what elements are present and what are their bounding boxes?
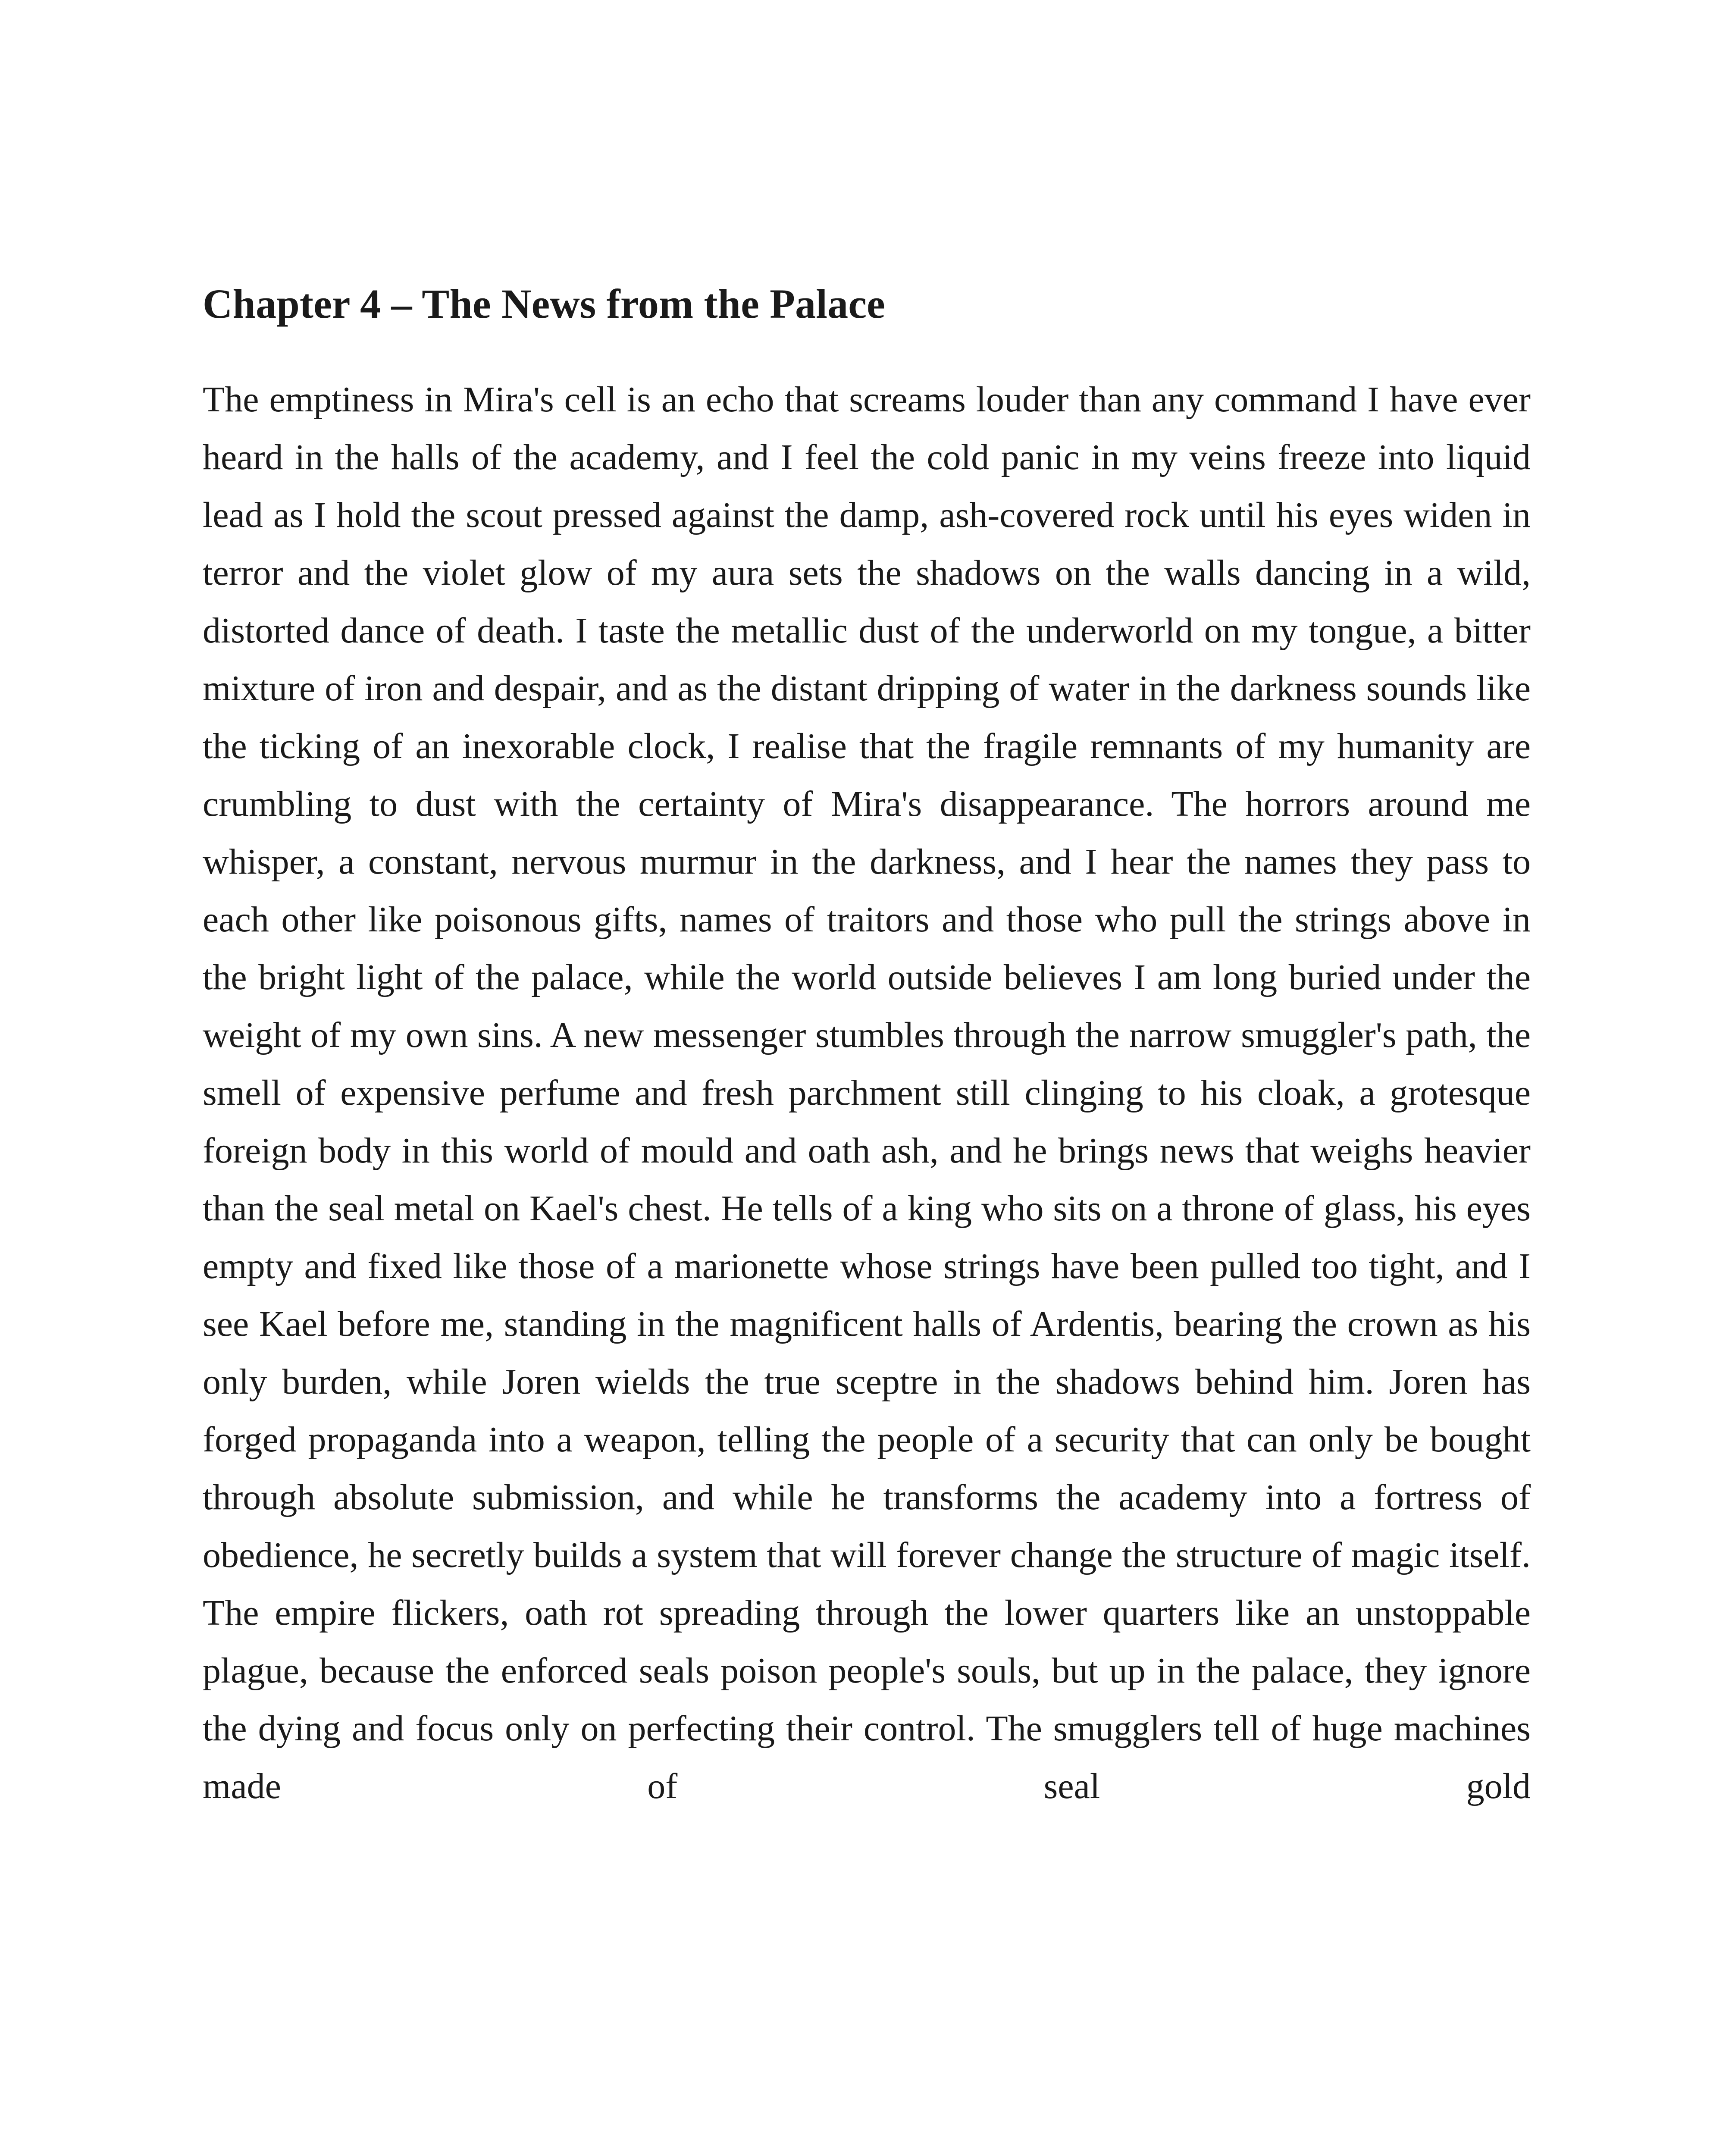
body-paragraph: The emptiness in Mira's cell is an echo that screams louder than any command I have ever heard in the halls of the academy, and I feel the cold panic in my veins freeze into liquid lead as I hold the scout pressed against the damp, ash-covered rock until his eyes widen in terror and the violet glow of my aura sets the shadows on the walls dancing in a wild, distorted dance of death. I taste the metallic dust of the underworld on my tongue, a bitter mixture of iron and despair, and as the distant dripping of water in the darkness sounds like the ticking of an inexorable clock, I realise that the fragile remnants of my humanity are crumbling to dust with the certainty of Mira's disappearance. The horrors around me whisper, a constant, nervous murmur in the darkness, and I hear the names they pass to each other like poisonous gifts, names of traitors and those who pull the strings above in the bright light of the palace, while the world outside believes I am long buried under the weight of my own sins. A new messenger stumbles through the narrow smuggler's path, the smell of expensive perfume and fresh parchment still clinging to his cloak, a grotesque foreign body in this world of mould and oath ash, and he brings news that weighs heavier than the seal metal on Kael's chest. He tells of a king who sits on a throne of glass, his eyes empty and fixed like those of a marionette whose strings have been pulled too tight, and I see Kael before me, standing in the magnificent halls of Ardentis, bearing the crown as his only burden, while Joren wields the true sceptre in the shadows behind him. Joren has forged propaganda into a weapon, telling the people of a security that can only be bought through absolute submission, and while he transforms the academy into a fortress of obedience, he secretly builds a system that will forever change the structure of magic itself. The empire flickers, oath rot spreading through the lower quarters like an unstoppable plague, because the enforced seals poison people's souls, but up in the palace, they ignore the dying and focus only on perfecting their control. The smugglers tell of huge machines made of seal gold: [203, 379, 1531, 1806]
chapter-title: Chapter 4 – The News from the Palace: [203, 281, 885, 327]
page-content: [203, 276, 1531, 1815]
